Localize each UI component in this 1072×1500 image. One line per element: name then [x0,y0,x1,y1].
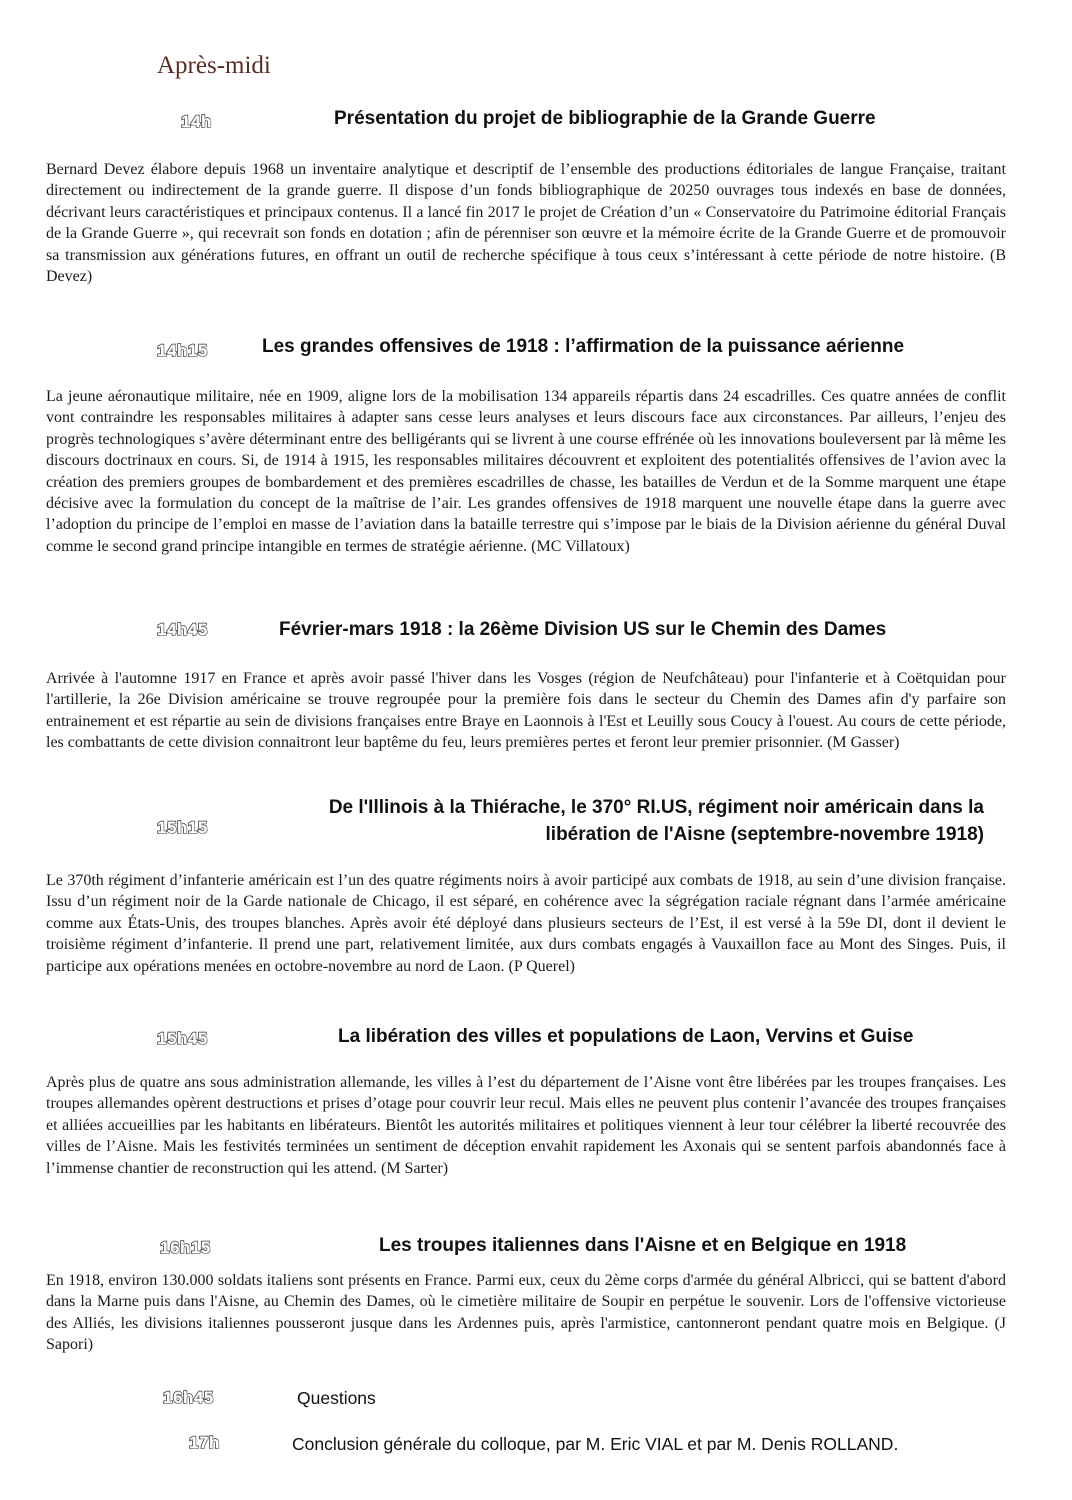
closing-time: 16h45 [163,1388,214,1407]
session-description: En 1918, environ 130.000 soldats italiens sont présents en France. Parmi eux, ceux du 2ème corps d'armée du général Albricci, qui se battent d'abord dans la Marne puis dans l'Aisne, au Chemin des Dames, où le cimetière militaire de Soupir en perpétue le souvenir. Lors de l'offensive victorieuse des Alliés, les divisions italiennes pousseront jusque dans les Ardennes puis, après l'armistice, cantonneront pendant quatre mois en Belgique. (J Sapori) [46,1272,1006,1354]
session-title: Février-mars 1918 : la 26ème Division US sur le Chemin des Dames [279,619,887,640]
session-time: 15h15 [157,818,208,837]
session-title: Les troupes italiennes dans l'Aisne et en Belgique en 1918 [379,1235,907,1256]
session-time: 14h45 [157,620,208,639]
session-time: 15h45 [157,1029,208,1048]
session-description: Bernard Devez élabore depuis 1968 un inventaire analytique et descriptif de l’ensemble des productions éditoriales de langue Française, traitant directement ou indirectement de la grande guerre. Il dispose d’un fonds bibliographique de 20250 ouvrages tous indexés en base de données, décrivant leurs caractéristiques et principaux contenus. Il a lancé fin 2017 le projet de Création d’un « Conservatoire du Patrimoine éditorial Français de la Grande Guerre », qui recevrait son fonds en dotation ; afin de pérenniser son œuvre et la mémoire écrite de la Grande Guerre et de promouvoir sa transmission aux générations futures, en offrant un outil de recherche spécifique à tous ceux s’intéressant à cette période de notre histoire. (B Devez) [46,161,1006,286]
session-title: De l'Illinois à la Thiérache, le 370° RI.US, régiment noir américain dans la libération de l'Aisne (septembre-novembre 1918) [328,797,984,845]
session-title: La libération des villes et populations de Laon, Vervins et Guise [338,1026,914,1047]
session-description: Le 370th régiment d’infanterie américain est l’un des quatre régiments noirs à avoir participé aux combats de 1918, au sein d’une division française. Issu d’un régiment noir de la Garde nationale de Chicago, il est séparé, en cohérence avec la ségrégation raciale régnant dans l’armée américaine comme aux États-Unis, des troupes blanches. Après avoir été déployé dans plusieurs secteurs de l’Est, il est versé à la 59e DI, dont il devient le troisième régiment d’infanterie. Il prend une part, relativement limitée, aux durs combats engagés à Vauxaillon face au Mont des Singes. Puis, il participe aux opérations menées en octobre-novembre au nord de Laon. (P Querel) [46,872,1006,975]
session-time: 14h15 [157,341,208,360]
conclusion-label: Conclusion générale du colloque, par M. Eric VIAL et par M. Denis ROLLAND. [292,1434,899,1454]
session-time: 16h15 [160,1238,211,1257]
section-title: Après-midi [157,52,271,79]
session-description: La jeune aéronautique militaire, née en 1909, aligne lors de la mobilisation 134 appareils répartis dans 24 escadrilles. Ces quatre années de conflit vont contraindre les responsables militaires à adapter sans cesse leurs analyses et leurs discours face aux circonstances. Par ailleurs, l’enjeu des progrès technologiques s’avère déterminant entre des belligérants qui se livrent à une course effrénée où les innovations bouleversent par là même les discours doctrinaux en cours. Si, de 1914 à 1915, les responsables militaires découvrent et exploitent des potentialités offensives de l’avion avec la création des premiers groupes de bombardement et des premières escadrilles de chasse, les batailles de Verdun et de la Somme marquent une étape décisive avec la formulation du concept de la maîtrise de l’air. Les grandes offensives de 1918 marquent une nouvelle étape dans la guerre avec l’adoption du principe de l’emploi en masse de l’aviation dans la bataille terrestre qui s’impose par le biais de la Division aérienne du général Duval comme le second grand principe intangible en termes de stratégie aérienne. (MC Villatoux) [46,388,1006,555]
session-title: Les grandes offensives de 1918 : l’affirmation de la puissance aérienne [262,336,905,357]
session-title: Présentation du projet de bibliographie de la Grande Guerre [334,108,876,129]
closing-time: 17h [189,1433,220,1452]
questions-label: Questions [297,1388,376,1408]
session-description: Après plus de quatre ans sous administration allemande, les villes à l’est du département de l’Aisne vont être libérées par les troupes françaises. Les troupes allemandes opèrent destructions et prises d’otage pour couvrir leur recul. Mais elles ne peuvent plus contenir l’avancée des troupes françaises et alliées accueillies par les habitants en libérateurs. Bientôt les autorités militaires et politiques viennent à leur tour célébrer la liberté recouvrée des villes de l’Aisne. Mais les festivités terminées un sentiment de déception envahit rapidement les Axonais qui se sentent parfois abandonnés face à l’immense chantier de reconstruction qui les attend. (M Sarter) [46,1074,1006,1177]
session-time: 14h [181,112,212,131]
session-description: Arrivée à l'automne 1917 en France et après avoir passé l'hiver dans les Vosges (région de Neufchâteau) pour l'infanterie et à Coëtquidan pour l'artillerie, la 26e Division américaine se trouve regroupée pour la première fois dans le secteur du Chemin des Dames afin d'y parfaire son entrainement et est répartie au sein de divisions françaises entre Braye en Laonnois à l'Est et Leuilly sous Coucy à l'ouest. Au cours de cette période, les combattants de cette division connaitront leur baptême du feu, leurs premières pertes et feront leur premier prisonnier. (M Gasser) [46,670,1006,752]
